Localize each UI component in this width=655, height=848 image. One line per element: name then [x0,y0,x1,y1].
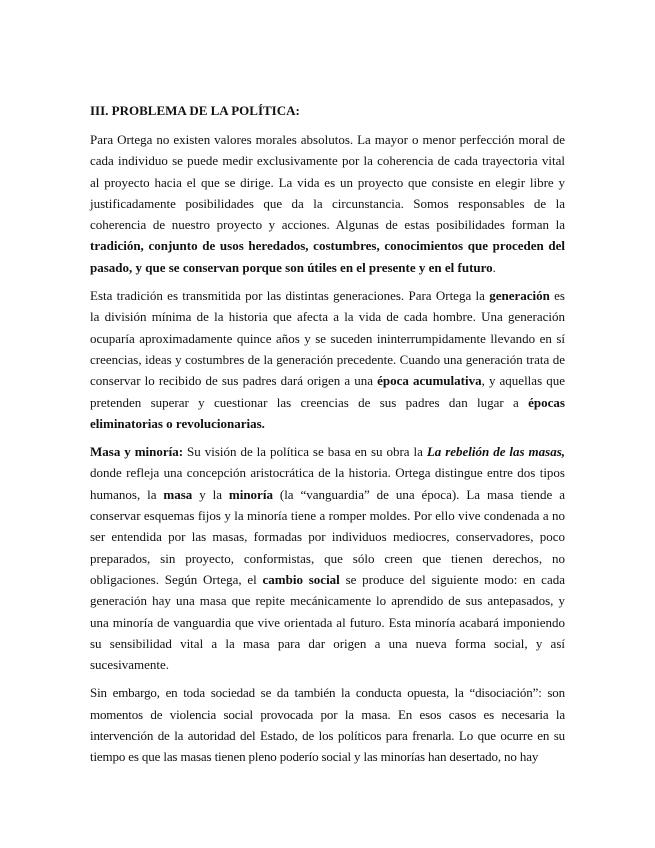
p1-text-1: Para Ortega no existen valores morales absolutos. La mayor o menor perfección moral de cada individuo se puede medir exclusivamente por la coherencia de cada trayectoria vital al proyecto hacia el que se dirige. La vida es un proyecto que consiste en elegir libre y justificadamente posibilidades que da la circunstancia. Somos responsables de la coherencia de nuestro proyecto y acciones. Algunas de estas posibilidades forman la [90,132,565,233]
p3-bold-masa-minoria: Masa y minoría: [90,444,184,460]
p3-text-3: y la [192,486,229,502]
p3-text-5: se produce del siguiente modo: en cada generación hay una masa que repite mecánicamente lo aprendido de sus antepasados, y una minoría de vanguardia que vive orientada al futuro. Esta minoría acabará imponiendo su sensibilidad vital a la masa para dar origen a una nueva forma social, y así sucesivamente. [90,571,565,673]
p2-text-1: Esta tradición es transmitida por las distintas generaciones. Para Ortega la [90,288,490,304]
p3-bold-masa: masa [163,486,193,502]
p3-text-2: donde refleja una concepción aristocrática de la historia. Ortega distingue entre dos tipos humanos, la [90,465,565,502]
paragraph-tradicion [90,129,565,278]
document-page [90,100,565,775]
p3-text-4: (la “vanguardia” de una época). La masa tiende a conservar esquemas fijos y la minoría tiene a romper moldes. Por ello vive condenada a no ser entendida por las masas, formadas por individuos mediocres, conservadores, poco preparados, sin proyecto, conformistas, que sólo creen que tienen derechos, no obligaciones. Según Ortega, el [90,486,565,587]
paragraph-generacion [90,285,565,434]
p4-text-1: Sin embargo, en toda sociedad se da también la conducta opuesta, la “disociación”: son momentos de violencia social provocada por la masa. En esos casos es necesaria la intervención de la autoridad del Estado, de los políticos para frenarla. Lo que ocurre en su tiempo es que las masas tienen pleno poderío social y las minorías han desertado, no hay [90,685,565,765]
p2-text-3: , y aquellas que pretenden superar y cuestionar las creencias de sus padres dan lugar a [90,373,565,410]
p2-bold-generacion: generación [489,288,550,304]
p3-bold-cambio-social: cambio social [262,571,340,587]
p3-text-1: Su visión de la política se basa en su obra la [183,444,427,460]
p1-text-2: . [492,259,496,275]
paragraph-masa-minoria [90,441,565,675]
p3-book-title: La rebelión de las masas, [426,444,565,460]
p1-bold-tradicion: tradición, conjunto de usos heredados, costumbres, conocimientos que proceden del pasado, y que se conservan porque son útiles en el presente y en el futuro [90,238,565,275]
p2-text-2: es la división mínima de la historia que afecta a la vida de cada hombre. Una generación ocuparía aproximadamente quince años y se suceden ininterrumpidamente llevando en sí creencias, ideas y costumbres de la generación precedente. Cuando una generación trata de conservar lo recibido de sus padres dará origen a una [90,288,565,389]
p2-bold-epocas-eliminatorias: épocas eliminatorias o revolucionarias. [90,394,565,431]
paragraph-disociacion [90,682,565,767]
p2-bold-epoca-acumulativa: época acumulativa [377,373,482,389]
section-heading: III. PROBLEMA DE LA POLÍTICA: [90,103,300,118]
p3-bold-minoria: minoría [228,486,273,502]
